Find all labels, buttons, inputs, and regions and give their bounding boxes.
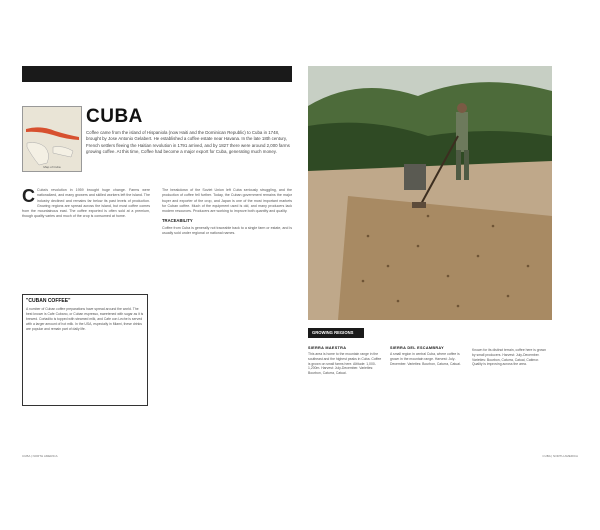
sidebar-title: "CUBAN COFFEE" (26, 298, 71, 304)
column-1-text: Cuba's revolution in 1959 brought huge change. Farms were nationalized, and many growers and skilled workers left the island. The industry declined and remains far below its past levels of production. Growing regions are spread across the island, but most coffee comes from the mountainous east. The coffee exported is often sold at a premium, though quality varies and much of the crop is consumed at home. (22, 188, 150, 219)
header-bar (22, 66, 292, 82)
traceability-heading: TRACEABILITY (162, 218, 193, 224)
region-name: SIERRA MAESTRA (308, 346, 347, 350)
drop-cap: C (22, 186, 35, 206)
sidebar-text: A number of Cuban coffee preparations have spread around the world. The best known is Cafe Cubano, or Cuban espresso, sweetened with sugar as it is brewed. Cortadito is topped with steamed milk, and Cafe con Leche is served with a larger amount of hot milk. In the USA, especially in Miami, these drinks are popular and remain part of daily life. (26, 307, 144, 331)
region-text: Known for its distinct terrain, coffee here is grown by small producers. Harvest: July-December. Varieties: Bourbon, Caturra, Catuai, Catimor. Quality is improving across the area. (472, 348, 547, 367)
right-page (308, 66, 578, 460)
growing-regions-label: GROWING REGIONS (312, 330, 354, 335)
column-2-text: The breakdown of the Soviet Union left Cuba seriously struggling, and the production of coffee fell further. Today, the Cuban government remains the major buyer and exporter of the crop, and Japan is one of the most important markets for Cuban coffee. Much of the equipment used is old, and many producers lack modern resources. Producers are working to improve both quantity and quality. (162, 188, 292, 214)
intro-paragraph: Coffee came from the island of Hispaniola (now Haiti and the Dominican Republic) to Cuba in 1748, brought by Jose Antonio Gelabert. He established a coffee estate near Havana. In the late 18th century, French settlers fleeing the Haitian revolution in 1791 arrived, and by 1827 there were around 2,000 farms growing coffee. At this time, Coffee had become a major export for Cuba, generating much money. (86, 130, 290, 155)
traceability-text: Coffee from Cuba is generally not traceable back to a single farm or estate, and is usually sold under regional or national names. (162, 225, 292, 236)
left-footer: CUBA | NORTH AMERICA (22, 454, 58, 458)
cuban-coffee-sidebar (22, 294, 148, 406)
region-sierra-maestra (308, 346, 384, 376)
map-illustration (23, 107, 81, 171)
cuba-map (22, 106, 82, 172)
page-title: CUBA (86, 106, 143, 127)
region-name: SIERRA DEL ESCAMBRAY (390, 346, 444, 350)
right-footer: CUBA | NORTH AMERICA (542, 454, 578, 458)
map-caption: Map of Cuba (43, 165, 61, 169)
left-page (22, 66, 292, 460)
region-text: A small region in central Cuba, where coffee is grown in the mountain range. Harvest: July-December. Varieties: Bourbon, Caturra, Catuai. (390, 352, 461, 366)
photo-illustration (308, 66, 552, 320)
region-text: This area is home to the mountain range in the southeast and the highest peaks in Cuba. Coffee is grown on small farms here. Altitude: 1,000-1,200m. Harvest: July-December. Varieties: Bourbon, Caturra, Catuai. (308, 352, 382, 376)
magazine-spread (22, 66, 578, 460)
region-sierra-del-escambray (390, 346, 466, 366)
body-column-2 (162, 188, 292, 236)
region-third (472, 346, 548, 367)
coffee-drying-photo (308, 66, 552, 320)
body-column-1 (22, 188, 150, 220)
